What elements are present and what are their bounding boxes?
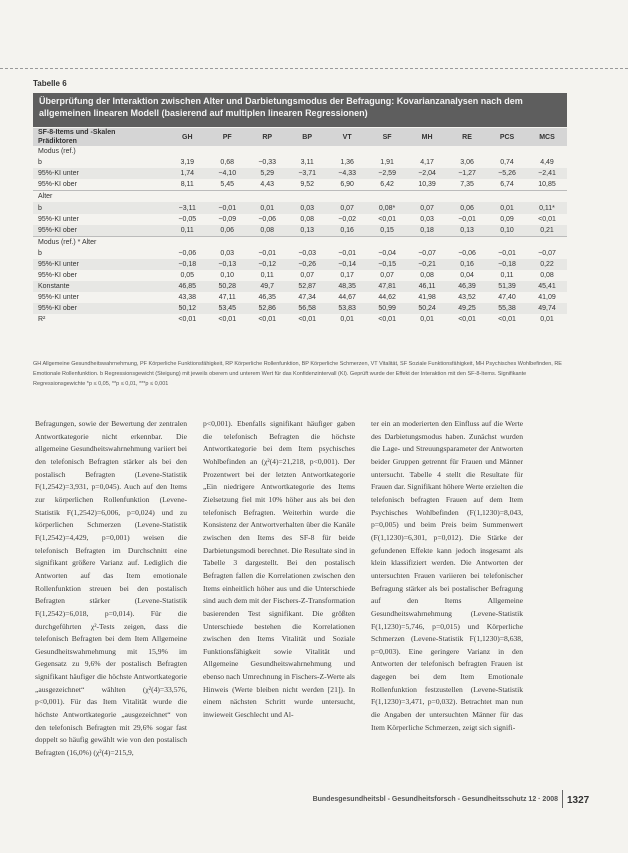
value-cell: 45,41 <box>527 281 567 292</box>
value-cell: 46,39 <box>447 281 487 292</box>
value-cell: 3,19 <box>180 159 195 167</box>
row-label: 95%-KI unter <box>33 259 167 270</box>
value-cell: 0,01 <box>340 316 354 324</box>
value-cell: −0,02 <box>338 215 356 223</box>
value-cell: 0,11 <box>260 272 274 280</box>
value-cell: 0,16 <box>327 225 367 237</box>
value-cell: 1,36 <box>340 159 354 167</box>
value-cell: 9,52 <box>300 181 314 189</box>
value-cell: 0,17 <box>340 272 354 280</box>
value-cell: −4,10 <box>207 168 247 179</box>
header-cell: BP <box>287 128 327 146</box>
value-cell: 0,13 <box>287 225 327 237</box>
table-row <box>33 179 567 191</box>
value-cell: 52,87 <box>287 281 327 292</box>
value-cell: 0,74 <box>500 159 514 167</box>
value-cell: 51,39 <box>487 281 527 292</box>
body-column-3 <box>371 418 523 734</box>
value-cell: 46,85 <box>167 281 207 292</box>
value-cell: −0,21 <box>407 259 447 270</box>
table-row <box>33 225 567 237</box>
header-cell: RP <box>247 128 287 146</box>
value-cell: 50,24 <box>407 303 447 314</box>
value-cell: 4,43 <box>260 181 275 189</box>
value-cell: 0,07 <box>327 202 367 213</box>
value-cell: 0,01 <box>487 202 527 213</box>
value-cell: <0,01 <box>458 316 476 324</box>
value-cell: 0,03 <box>287 202 327 213</box>
value-cell: 0,10 <box>220 272 235 280</box>
value-cell: 6,74 <box>500 181 514 189</box>
value-cell: 0,01 <box>247 202 287 213</box>
table-row <box>33 202 567 213</box>
value-cell: 53,45 <box>207 303 247 314</box>
value-cell: −3,71 <box>287 168 327 179</box>
header-cell: GH <box>167 128 207 146</box>
value-cell: 44,62 <box>378 294 396 302</box>
value-cell: −0,01 <box>338 249 356 257</box>
value-cell: 0,03 <box>220 249 235 257</box>
value-cell: 0,11* <box>527 202 567 213</box>
value-cell: −0,01 <box>207 202 247 213</box>
body-column-1 <box>35 418 187 760</box>
value-cell: 0,11 <box>167 225 207 237</box>
value-cell: 49,25 <box>447 303 487 314</box>
value-cell: 5,29 <box>247 168 287 179</box>
value-cell: 3,06 <box>460 159 474 167</box>
value-cell: −0,14 <box>327 259 367 270</box>
value-cell: 0,03 <box>420 215 434 223</box>
table-row <box>33 303 567 314</box>
header-cell: MCS <box>527 128 567 146</box>
value-cell: <0,01 <box>538 215 556 223</box>
table-row <box>33 157 567 168</box>
header-cell: PF <box>207 128 247 146</box>
value-cell: 0,08 <box>420 272 434 280</box>
value-cell: 0,13 <box>447 225 487 237</box>
header-cell: VT <box>327 128 367 146</box>
table-row <box>33 248 567 259</box>
value-cell: 44,67 <box>338 294 356 302</box>
value-cell: −0,18 <box>487 259 527 270</box>
header-cell: MH <box>407 128 447 146</box>
value-cell: 0,16 <box>447 259 487 270</box>
table-label: Tabelle 6 <box>33 79 67 88</box>
value-cell: 6,90 <box>340 181 354 189</box>
value-cell: 0,06 <box>447 202 487 213</box>
table-row <box>33 214 567 225</box>
value-cell: 7,35 <box>460 181 474 189</box>
body-column-2 <box>203 418 355 722</box>
value-cell: 0,22 <box>527 259 567 270</box>
value-cell: 0,68 <box>220 159 235 167</box>
header-cell: SF <box>367 128 407 146</box>
value-cell: −2,04 <box>407 168 447 179</box>
table-footnote: GH Allgemeine Gesundheitswahrnehmung, PF Körperliche Funktionsfähigkeit, RP Körperliche Rollenfunktion, BP Körperliche Schmerzen, VT Vitalität, SF Soziale Funktionsfähigkeit, MH Psychisches Wohlbefinden, RE Emotionale Rollenfunktion. b Regressionsgewicht (Steigung) mit jeweils oberem und unterem Wert für das Konfidenzintervall (KI). Geprüft wurde der Effekt der Interaktion mit den SF-8-Items. Signifikante Regressionsgewichte *p ≤ 0,05, **p ≤ 0,01, ***p ≤ 0,001 <box>33 361 562 387</box>
section-title: Alter <box>33 191 567 203</box>
value-cell: −4,33 <box>327 168 367 179</box>
column-1-text: Befragungen, sowie der Bewertung der zentralen Antwortkategorie nicht erkennbar. Die allgemeine Gesundheitswahrnehmung variiert bei den telefonisch Befragten stärker als bei den postalisch Befragten (Levene-Statistik F(1,2542)=3,931, p=0,045). Auch auf den Items zur körperlichen Rollenfunktion (Levene-Statistik F(1,2542)=6,006, p=0,024) und zu körperlichen Schmerzen (Levene-Statistik F(1,2542)=4,429, p=0,001) weisen die telefonisch Befragten im Durchschnitt eine signifikant größere Varianz auf. Lediglich die Antworten auf das Item emotionale Rollenfunktion streuen bei den postalisch Befragten stärker (Levene-Statistik F(1,2542)=6,018, p=0,014). Für die durchgeführten χ²-Tests zeigen, dass die telefonisch Befragten bei dem Item Allgemeine Gesundheitswahrnehmung mit 15,9% im Gegensatz zu 9,6% der postalisch Befragten signifikant häufiger die höchste Antwortkategorie „ausgezeichnet“ wählten (χ²(4)=33,576, p<0,001). Für das Item Vitalität wurde die höchste Antwortkategorie „ausgezeichnet“ von den telefonisch Befragten mit 29,6% sogar fast doppelt so häufig gewählt wie von den postalisch Befragten (16,0%) (χ²(4)=215,9, <box>35 419 187 758</box>
value-cell: 0,04 <box>460 272 474 280</box>
value-cell: −0,06 <box>178 249 197 257</box>
value-cell: 50,99 <box>367 303 407 314</box>
value-cell: −2,41 <box>527 168 567 179</box>
value-cell: −0,06 <box>258 215 277 223</box>
value-cell: −0,01 <box>498 249 516 257</box>
value-cell: 52,86 <box>247 303 287 314</box>
value-cell: 55,38 <box>487 303 527 314</box>
column-3-text: ter ein an moderierten den Einfluss auf die Werte des Darbietungsmodus haben. Zunächst wurden die Lage- und Streuungsparameter der Antworten beider Gruppen getrennt für Frauen und Männer untersucht. Tabelle 4 stellt die Resultate für Frauen dar. Signifikant höhere Werte erzielten die telefonisch befragten Frauen auf dem Item Psychisches Wohlbefinden (F(1,1230)=8,043, p=0,005) und beim Preis beim Summenwert (F(1,1230)=6,301, p=0,012). Die Stärke der gefundenen Effekte kann jedoch insgesamt als klein klassifiziert werden. Die Antworten der untersuchten Frauen variieren bei telefonischer Befragung stärker als bei postalischer Befragung auf den Items Allgemeine Gesundheitswahrnehmung (Levene-Statistik F(1,1230)=5,746, p=0,015) und Körperliche Schmerzen (Levene-Statistik F(1,1230)=8,638, p=0,003). Eine geringere Varianz in den Antworten der telefonisch befragten Frauen ist dagegen bei dem Item Emotionale Rollenfunktion festzustellen (Levene-Statistik F(1,1230)=3,471, p=0,032). Betrachtet man nun die Angaben der untersuchten Männer für das Item Körperliche Schmerzen, zeigt sich signifi- <box>371 419 523 732</box>
value-cell: −0,09 <box>218 215 237 223</box>
top-rule <box>0 68 628 69</box>
value-cell: 1,91 <box>380 159 394 167</box>
section-title-row <box>33 191 567 203</box>
section-title-row <box>33 236 567 248</box>
value-cell: 47,11 <box>218 294 236 302</box>
table-row <box>33 259 567 270</box>
row-label: 95%-KI ober <box>38 272 77 280</box>
value-cell: −1,27 <box>447 168 487 179</box>
column-2-text: p<0,001). Ebenfalls signifikant häufiger gaben die telefonisch Befragten die höchste Antwortkategorie bei dem Item psychisches Wohlbefinden an (χ²(4)=21,218, p<0,001). Der Prozentwert bei der letzten Antwortkategorie „Ein niedrigere Antwortkategorie des Items Zielsetzung fiel mit 10% höher aus als bei den telefonisch Befragten. Weiterhin wurde die Konsistenz der Antwortverhalten über die Kanäle zwischen den Items des SF-8 für beide Darbietungsmodi berechnet. Die Resultate sind in Tabelle 3 dargestellt. Bei den postalisch Befragten fallen die Korrelationen zwischen den Items einheitlich höher aus und die Unterschiede sind auch dem mit der Fischers-Z-Transformation basierenden Test signifikant. Die größten Unterschiede bestehen die Korrelationen zwischen den Items Vitalität und Soziale Funktionsfähigkeit sowie Vitalität und Allgemeine Gesundheitswahrnehmung und ebenso nach Umrechnung in Fischers-Z-Werte als Hinweis (Werte bleiben nicht werden [21]). In einem nächsten Schritt wurde untersucht, inwieweit Geschlecht und Al- <box>203 419 355 720</box>
section-title: Modus (ref.) * Alter <box>33 236 567 248</box>
value-cell: 0,01 <box>420 316 434 324</box>
value-cell: <0,01 <box>378 316 396 324</box>
value-cell: −0,01 <box>258 249 277 257</box>
value-cell: <0,01 <box>258 316 277 324</box>
header-cell: RE <box>447 128 487 146</box>
value-cell: 0,07 <box>380 272 394 280</box>
value-cell: 10,85 <box>538 181 556 189</box>
value-cell: 48,35 <box>327 281 367 292</box>
value-cell: 56,58 <box>287 303 327 314</box>
value-cell: 1,74 <box>167 168 207 179</box>
table-row <box>33 270 567 281</box>
value-cell: −0,05 <box>178 215 197 223</box>
value-cell: −0,13 <box>207 259 247 270</box>
ancova-table <box>33 128 567 326</box>
value-cell: 43,38 <box>178 294 197 302</box>
value-cell: 49,74 <box>527 303 567 314</box>
value-cell: 0,08 <box>247 225 287 237</box>
value-cell: 0,09 <box>500 215 514 223</box>
value-cell: 50,28 <box>207 281 247 292</box>
value-cell: 47,34 <box>298 294 316 302</box>
value-cell: 53,83 <box>327 303 367 314</box>
value-cell: 0,06 <box>207 225 247 237</box>
value-cell: 8,11 <box>180 181 194 189</box>
table-row <box>33 314 567 325</box>
section-title-row <box>33 146 567 157</box>
row-label: Konstante <box>33 281 167 292</box>
table-header-row <box>33 128 567 146</box>
value-cell: 0,01 <box>540 316 554 324</box>
value-cell: −0,07 <box>538 249 556 257</box>
table-row <box>33 281 567 292</box>
value-cell: −0,06 <box>458 249 476 257</box>
page-number: 1327 <box>567 795 590 806</box>
journal-footer: Bundesgesundheitsbl - Gesundheitsforsch - Gesundheitsschutz 12 · 2008 <box>312 796 558 803</box>
value-cell: 0,07 <box>407 202 447 213</box>
value-cell: −0,12 <box>247 259 287 270</box>
value-cell: 4,49 <box>540 159 554 167</box>
value-cell: −0,15 <box>367 259 407 270</box>
header-row-label: SF-8-Items und -Skalen Prädiktoren <box>33 128 167 146</box>
value-cell: −0,26 <box>287 259 327 270</box>
value-cell: <0,01 <box>378 215 396 223</box>
value-cell: −0,03 <box>298 249 317 257</box>
value-cell: 0,08* <box>367 202 407 213</box>
value-cell: −3,11 <box>167 202 207 213</box>
value-cell: 0,10 <box>487 225 527 237</box>
row-label: 95%-KI ober <box>33 225 167 237</box>
row-label: b <box>38 249 42 257</box>
value-cell: 0,21 <box>527 225 567 237</box>
value-cell: 46,11 <box>407 281 447 292</box>
value-cell: −0,01 <box>458 215 476 223</box>
value-cell: 3,11 <box>300 159 314 167</box>
value-cell: 4,17 <box>420 159 434 167</box>
value-cell: 0,07 <box>300 272 314 280</box>
value-cell: 41,09 <box>538 294 556 302</box>
value-cell: <0,01 <box>498 316 516 324</box>
header-cell: PCS <box>487 128 527 146</box>
footer-divider <box>562 790 563 808</box>
value-cell: 46,35 <box>258 294 276 302</box>
value-cell: 10,39 <box>418 181 436 189</box>
value-cell: −0,18 <box>167 259 207 270</box>
row-label: 95%-KI ober <box>33 303 167 314</box>
value-cell: 41,98 <box>418 294 436 302</box>
value-cell: <0,01 <box>298 316 317 324</box>
value-cell: 0,08 <box>540 272 554 280</box>
row-label: 95%-KI unter <box>38 294 79 302</box>
row-label: 95%-KI ober <box>38 181 77 189</box>
value-cell: 0,11 <box>500 272 514 280</box>
section-title: Modus (ref.) <box>38 148 76 156</box>
row-label: b <box>38 159 42 167</box>
value-cell: 47,40 <box>498 294 516 302</box>
value-cell: 49,7 <box>247 281 287 292</box>
value-cell: −5,26 <box>487 168 527 179</box>
value-cell: 5,45 <box>220 181 235 189</box>
value-cell: −0,04 <box>378 249 396 257</box>
row-label: b <box>33 202 167 213</box>
value-cell: 0,05 <box>180 272 195 280</box>
value-cell: 47,81 <box>367 281 407 292</box>
value-cell: <0,01 <box>178 316 197 324</box>
value-cell: 50,12 <box>167 303 207 314</box>
value-cell: <0,01 <box>218 316 237 324</box>
table-row <box>33 292 567 303</box>
table-row <box>33 168 567 179</box>
value-cell: 0,18 <box>407 225 447 237</box>
value-cell: 0,08 <box>300 215 314 223</box>
table-title: Überprüfung der Interaktion zwischen Alter und Darbietungsmodus der Befragung: Kovarianzanalysen nach dem allgemeinen linearen Modell (basierend auf multiplen linearen Regressionen) <box>33 93 567 127</box>
value-cell: −2,59 <box>367 168 407 179</box>
value-cell: 43,52 <box>458 294 476 302</box>
value-cell: 0,15 <box>367 225 407 237</box>
row-label: 95%-KI unter <box>33 168 167 179</box>
value-cell: −0,07 <box>418 249 436 257</box>
value-cell: −0,33 <box>258 159 277 167</box>
row-label: R² <box>38 316 46 324</box>
value-cell: 6,42 <box>380 181 394 189</box>
row-label: 95%-KI unter <box>38 215 79 223</box>
